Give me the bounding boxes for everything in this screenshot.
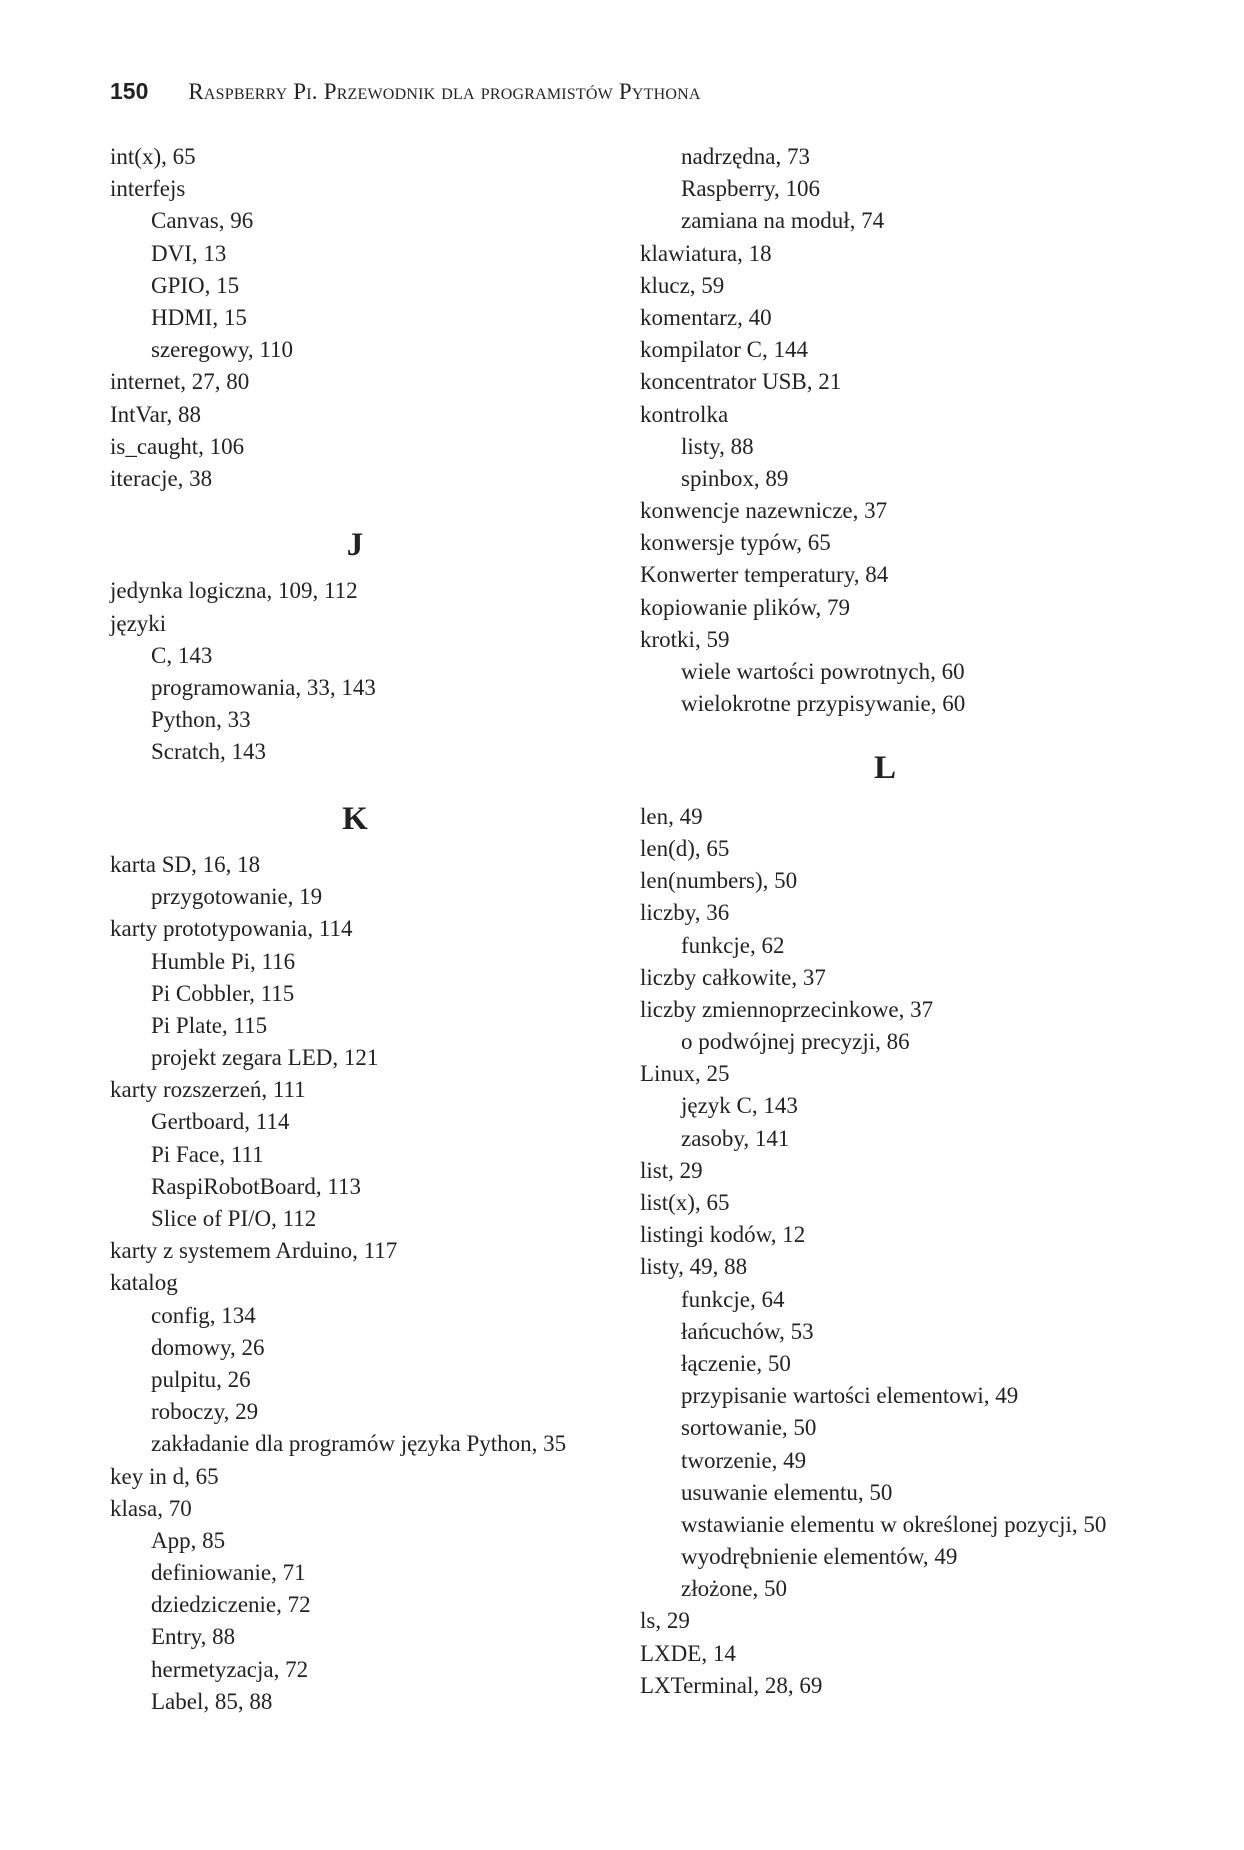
index-entry: liczby całkowite, 37 [640, 964, 826, 990]
index-subentry: HDMI, 15 [151, 304, 247, 330]
index-subentry: hermetyzacja, 72 [151, 1656, 309, 1682]
index-entry: katalog [110, 1270, 178, 1296]
index-subentry: usuwanie elementu, 50 [681, 1479, 893, 1505]
index-section-letter: L [873, 750, 896, 787]
index-subentry: config, 134 [151, 1302, 256, 1328]
index-subentry: listy, 88 [681, 433, 754, 459]
index-entry: języki [110, 610, 167, 636]
index-entry: klucz, 59 [640, 272, 725, 298]
index-subentry: GPIO, 15 [151, 272, 240, 298]
index-subentry: Raspberry, 106 [681, 176, 821, 202]
index-entry: is_caught, 106 [110, 433, 245, 459]
index-entry: liczby zmiennoprzecinkowe, 37 [640, 996, 934, 1022]
index-column-right [640, 141, 1160, 1702]
index-entry: list, 29 [640, 1157, 703, 1183]
index-subentry: o podwójnej precyzji, 86 [681, 1029, 910, 1055]
index-subentry: Humble Pi, 116 [151, 948, 296, 974]
index-subentry: Entry, 88 [151, 1624, 236, 1650]
index-subentry: Label, 85, 88 [151, 1688, 273, 1714]
index-subentry: spinbox, 89 [681, 465, 789, 491]
index-entry: konwencje nazewnicze, 37 [640, 498, 888, 524]
index-subentry: Canvas, 96 [151, 208, 254, 234]
index-subentry: domowy, 26 [151, 1334, 265, 1360]
index-subentry: App, 85 [151, 1527, 226, 1553]
index-subentry: RaspiRobotBoard, 113 [151, 1173, 361, 1199]
index-entry: IntVar, 88 [110, 401, 202, 427]
index-entry: len(numbers), 50 [640, 868, 798, 894]
index-subentry: programowania, 33, 143 [151, 675, 376, 701]
index-entry: list(x), 65 [640, 1190, 730, 1216]
index-subentry: łączenie, 50 [681, 1350, 791, 1376]
index-subentry: zakładanie dla programów języka Python, 35 [151, 1431, 567, 1457]
index-entry: koncentrator USB, 21 [640, 369, 842, 395]
index-subentry: DVI, 13 [151, 240, 227, 266]
index-subentry: wiele wartości powrotnych, 60 [681, 659, 965, 684]
index-subentry: Pi Cobbler, 115 [151, 980, 295, 1006]
section-spacer [110, 769, 630, 785]
index-subentry: nadrzędna, 73 [681, 144, 810, 169]
index-subentry: wyodrębnienie elementów, 49 [681, 1544, 958, 1570]
index-subentry: szeregowy, 110 [151, 337, 293, 363]
index-subentry: zasoby, 141 [681, 1125, 790, 1151]
index-subentry: projekt zegara LED, 121 [151, 1045, 379, 1071]
index-entry: kontrolka [640, 401, 729, 427]
index-entry: krotki, 59 [640, 626, 730, 652]
index-entry: iteracje, 38 [110, 465, 213, 491]
index-entry: kompilator C, 144 [640, 337, 809, 363]
index-entry: Linux, 25 [640, 1061, 730, 1087]
index-entry: komentarz, 40 [640, 304, 772, 330]
index-subentry: Scratch, 143 [151, 739, 266, 765]
page-header [110, 78, 701, 105]
index-subentry: funkcje, 62 [681, 932, 785, 958]
index-subentry: Python, 33 [151, 707, 251, 733]
index-subentry: zamiana na moduł, 74 [681, 208, 885, 234]
index-subentry: złożone, 50 [681, 1576, 788, 1602]
index-subentry: roboczy, 29 [151, 1399, 259, 1425]
index-entry: len(d), 65 [640, 835, 730, 861]
index-entry: interfejs [110, 176, 186, 202]
index-subentry: przygotowanie, 19 [151, 884, 323, 910]
index-subentry: język C, 143 [681, 1093, 798, 1119]
index-entry: jedynka logiczna, 109, 112 [110, 578, 358, 604]
index-subentry: definiowanie, 71 [151, 1560, 306, 1586]
index-subentry: C, 143 [151, 642, 213, 668]
index-entry: LXDE, 14 [640, 1640, 736, 1666]
running-title: Raspberry Pi. Przewodnik dla programistów Pythona [188, 79, 701, 104]
index-subentry: Slice of PI/O, 112 [151, 1206, 317, 1232]
section-spacer [640, 720, 1160, 736]
page-number: 150 [110, 78, 149, 104]
index-section-letter: J [346, 527, 364, 564]
index-subentry: wstawianie elementu w określonej pozycji, 50 [681, 1511, 1107, 1537]
index-entry: Konwerter temperatury, 84 [640, 562, 889, 588]
index-subentry: sortowanie, 50 [681, 1415, 817, 1441]
index-subentry: tworzenie, 49 [681, 1447, 807, 1473]
index-entry: konwersje typów, 65 [640, 530, 831, 556]
index-entry: int(x), 65 [110, 144, 196, 169]
index-subentry: Pi Face, 111 [151, 1141, 264, 1167]
index-entry: karta SD, 16, 18 [110, 851, 261, 877]
index-entry: karty prototypowania, 114 [110, 916, 353, 942]
index-subentry: pulpitu, 26 [151, 1366, 251, 1392]
index-entry: len, 49 [640, 803, 703, 829]
index-column-left [110, 141, 630, 1718]
index-entry: liczby, 36 [640, 900, 730, 926]
index-subentry: przypisanie wartości elementowi, 49 [681, 1383, 1019, 1409]
index-entry: karty rozszerzeń, 111 [110, 1077, 306, 1103]
index-subentry: Gertboard, 114 [151, 1109, 290, 1135]
index-entry: key in d, 65 [110, 1463, 219, 1489]
index-entry: internet, 27, 80 [110, 369, 250, 395]
index-entry: klasa, 70 [110, 1495, 192, 1521]
index-entry: listy, 49, 88 [640, 1254, 748, 1280]
section-spacer [110, 495, 630, 511]
index-section-letter: K [342, 800, 368, 837]
index-subentry: Pi Plate, 115 [151, 1012, 268, 1038]
index-subentry: łańcuchów, 53 [681, 1318, 814, 1344]
index-entry: kopiowanie plików, 79 [640, 594, 850, 620]
index-subentry: dziedziczenie, 72 [151, 1592, 311, 1618]
index-subentry: wielokrotne przypisywanie, 60 [681, 691, 966, 717]
index-entry: listingi kodów, 12 [640, 1222, 806, 1248]
index-entry: LXTerminal, 28, 69 [640, 1672, 823, 1698]
index-entry: ls, 29 [640, 1608, 690, 1634]
index-entry: karty z systemem Arduino, 117 [110, 1238, 398, 1264]
index-subentry: funkcje, 64 [681, 1286, 785, 1312]
index-entry: klawiatura, 18 [640, 240, 772, 266]
